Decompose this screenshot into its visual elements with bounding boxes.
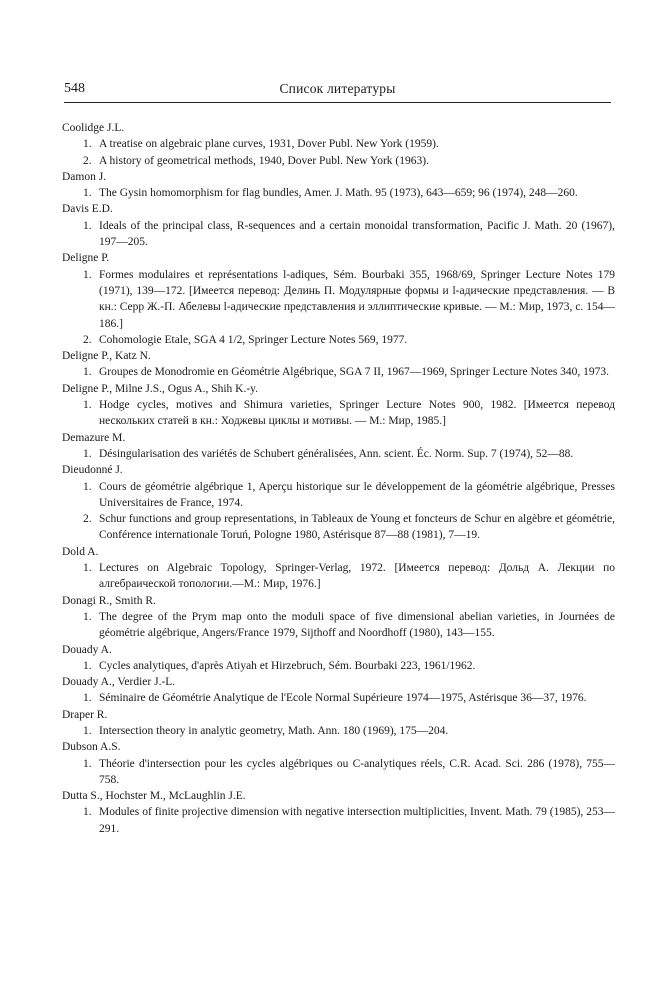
work-item [62, 511, 615, 544]
work-citation: Cohomologie Etale, SGA 4 1/2, Springer Lecture Notes 569, 1977. [99, 333, 408, 346]
work-item [62, 804, 615, 837]
work-citation: Intersection theory in analytic geometry, Math. Ann. 180 (1969), 175—204. [99, 724, 449, 737]
work-number: 1. [83, 268, 92, 281]
entry-works [62, 560, 615, 593]
entry-works [62, 479, 615, 544]
entry-works [62, 446, 615, 462]
work-citation: Désingularisation des variétés de Schubert généralisées, Ann. scient. Éc. Norm. Sup. 7 (1974), 52—88. [99, 447, 574, 460]
work-item [62, 756, 615, 789]
bibliography-entry [62, 348, 615, 381]
entry-works [62, 804, 615, 837]
work-citation: Groupes de Monodromie en Géométrie Algébrique, SGA 7 II, 1967—1969, Springer Lecture Notes 340, 1973. [99, 366, 610, 379]
work-citation: Modules of finite projective dimension with negative intersection multiplicities, Invent. Math. 79 (1985), 253—291. [99, 806, 615, 835]
work-number: 2. [83, 513, 92, 526]
bibliography-entry [62, 674, 615, 707]
work-item [62, 397, 615, 430]
bibliography-list [62, 120, 615, 837]
work-citation: Cours de géométrie algébrique 1, Aperçu historique sur le développement de la géométrie algébrique, Presses Universitaires de France, 1974. [99, 480, 615, 509]
bibliography-entry [62, 120, 615, 169]
work-citation: Séminaire de Géométrie Analytique de l'Ecole Normal Supérieure 1974—1975, Astérisque 36—37, 1976. [99, 692, 587, 705]
work-item [62, 267, 615, 332]
work-number: 1. [83, 187, 92, 200]
entry-works [62, 609, 615, 642]
work-number: 2. [83, 333, 92, 346]
bibliography-entry [62, 707, 615, 740]
page-header [64, 80, 611, 103]
work-citation: Cycles analytiques, d'après Atiyah et Hirzebruch, Sém. Bourbaki 223, 1961/1962. [99, 659, 476, 672]
bibliography-entry [62, 381, 615, 430]
work-number: 1. [83, 480, 92, 493]
entry-works [62, 185, 615, 201]
entry-works [62, 756, 615, 789]
bibliography-entry [62, 430, 615, 463]
work-item [62, 690, 615, 706]
entry-works [62, 690, 615, 706]
work-citation: Formes modulaires et représentations l-adiques, Sém. Bourbaki 355, 1968/69, Springer Lecture Notes 179 (1971), 139—172. [Имеется перевод: Делинь П. Модулярные формы и l-адические представления. — В кн.: Серр Ж.-П. Абелевы l-адические представления и эллиптические кривые. — М.: Мир, 1973, с. 154—186.] [99, 268, 615, 330]
entry-works [62, 136, 615, 169]
bibliography-entry [62, 739, 615, 788]
work-citation: Ideals of the principal class, R-sequences and a certain monoidal transformation, Pacific J. Math. 20 (1967), 197—205. [99, 219, 615, 249]
entry-author: Deligne P., Milne J.S., Ogus A., Shih K.-y. [62, 382, 259, 395]
work-item [62, 185, 615, 201]
entry-works [62, 218, 615, 251]
bibliography-entry [62, 462, 615, 543]
bibliography-entry [62, 169, 615, 202]
entry-author: Donagi R., Smith R. [62, 594, 156, 607]
entry-author: Demazure M. [62, 431, 126, 444]
bibliography-entry [62, 593, 615, 642]
bibliography-entry [62, 544, 615, 593]
entry-works [62, 723, 615, 739]
work-citation: Lectures on Algebraic Topology, Springer-Verlag, 1972. [Имеется перевод: Дольд А. Лекции по алгебраической топологии.—М.: Мир, 1976.] [99, 562, 615, 591]
work-item [62, 609, 615, 642]
entry-author: Dubson A.S. [62, 741, 121, 754]
entry-author: Deligne P., Katz N. [62, 350, 151, 363]
work-item [62, 136, 615, 152]
work-citation: A treatise on algebraic plane curves, 1931, Dover Publ. New York (1959). [99, 138, 439, 151]
entry-author: Draper R. [62, 708, 108, 721]
entry-author: Davis E.D. [62, 203, 113, 216]
bibliography-entry [62, 642, 615, 675]
work-citation: Théorie d'intersection pour les cycles algébriques ou C-analytiques réels, C.R. Acad. Sci. 286 (1978), 755—758. [99, 757, 615, 786]
entry-works [62, 397, 615, 430]
page-number: 548 [64, 81, 85, 96]
work-item [62, 218, 615, 251]
work-item [62, 479, 615, 512]
work-item [62, 153, 615, 169]
work-citation: The degree of the Prym map onto the moduli space of five dimensional abelian varieties, in Journées de géométrie algébrique, Angers/France 1979, Sijthoff and Noordhoff (1980), 143—155. [99, 610, 615, 640]
work-item [62, 446, 615, 462]
entry-works [62, 658, 615, 674]
work-item [62, 560, 615, 593]
work-number: 1. [83, 806, 92, 819]
work-number: 1. [83, 659, 92, 672]
work-item [62, 364, 615, 380]
bibliography-entry [62, 250, 615, 348]
entry-author: Dold A. [62, 545, 99, 558]
work-citation: Schur functions and group representations, in Tableaux de Young et foncteurs de Schur en algèbre et géométrie, Conférence internationale Toruń, Pologne 1980, Astérisque 87—88 (1981), 7—19. [99, 513, 615, 542]
work-item [62, 658, 615, 674]
entry-works [62, 364, 615, 380]
entry-works [62, 267, 615, 348]
work-number: 1. [83, 562, 92, 575]
work-item [62, 723, 615, 739]
work-item [62, 332, 615, 348]
entry-author: Douady A., Verdier J.-L. [62, 676, 176, 689]
work-number: 2. [83, 154, 92, 167]
bibliography-entry [62, 788, 615, 837]
work-number: 1. [83, 219, 92, 232]
entry-author: Coolidge J.L. [62, 122, 125, 134]
work-citation: A history of geometrical methods, 1940, Dover Publ. New York (1963). [99, 154, 429, 167]
work-number: 1. [83, 724, 92, 737]
work-citation: The Gysin homomorphism for flag bundles, Amer. J. Math. 95 (1973), 643—659; 96 (1974), 248—260. [99, 187, 578, 200]
work-number: 1. [83, 366, 92, 379]
entry-author: Douady A. [62, 643, 112, 656]
entry-author: Dieudonné J. [62, 464, 123, 477]
work-number: 1. [83, 138, 92, 151]
work-number: 1. [83, 610, 92, 623]
work-number: 1. [83, 399, 92, 412]
work-number: 1. [83, 757, 92, 770]
work-number: 1. [83, 692, 92, 705]
bibliography-entry [62, 201, 615, 250]
entry-author: Deligne P. [62, 252, 110, 265]
work-citation: Hodge cycles, motives and Shimura varieties, Springer Lecture Notes 900, 1982. [Имеется перевод нескольких статей в кн.: Ходжевы циклы и мотивы. — М.: Мир, 1985.] [99, 399, 615, 428]
work-number: 1. [83, 447, 92, 460]
entry-author: Dutta S., Hochster M., McLaughlin J.E. [62, 790, 246, 803]
running-title: Список литературы [279, 81, 396, 96]
entry-author: Damon J. [62, 170, 107, 183]
